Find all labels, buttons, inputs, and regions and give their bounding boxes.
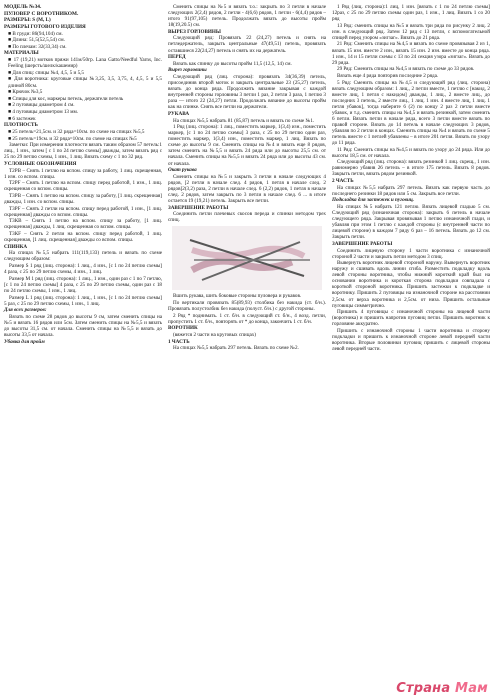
text-block-head: 2 ЧАСТЬ bbox=[332, 178, 354, 185]
text-block-head: ЗАВЕРШЕНИЕ РАБОТЫ bbox=[168, 204, 229, 211]
magazine-page bbox=[4, 4, 490, 696]
text-block-para: Т3КВ – Снять 1 петлю на вспом. спицу за работу, [1 лиц. скрещенная] дважды, 1 лиц. скрещенная со вспом. спицы. bbox=[4, 218, 162, 231]
text-block-item: ■ Спицы для кос, маркеры петель, держатели петель bbox=[8, 95, 124, 102]
text-block-head: 1 ЧАСТЬ bbox=[168, 338, 190, 345]
text-block-para: По вертикали провязать 85(89,93) столбика без накида (ст. б/н.). Провязать полустолбик без накида (полуст. б/н.) с другой стороны. bbox=[168, 300, 326, 313]
text-block-para: На спицах №5,5 набрать 297 петель. Вязать как первую часть до последнего резинки 18 рядов или 5 см. Закрыть все петли. bbox=[332, 184, 490, 197]
text-block-line: Сменить спицы на №5 и вязать т.о.: закрыть по 3 петли в начале следующих 2(2,4) рядов, 2 петли - 4(6,6) рядов, 1 петли - 6(4,4) рядов – итого 91(97,105) петель. Продолжать вязать до высоты пройм 18(19,20.5) см. bbox=[168, 4, 326, 29]
text-block-head: МАТЕРИАЛЫ bbox=[4, 50, 39, 57]
text-block-para: Соединить лицевую сторону 1 части воротника с изнаночной стороной 2 части и закрыть петли методом 3 спиц. bbox=[332, 247, 490, 260]
text-block-head: ПЛОТНОСТЬ bbox=[4, 122, 38, 129]
text-block-item: ■ 6 застежек bbox=[8, 115, 36, 122]
text-block-para: Следующий ряд: Провязать 22 (24,27) петель и снять на петледержатель, закрыть центральные 47(49,51) петель, провязать оставшиеся 22(24,27) петель и снять их на держатель. bbox=[168, 35, 326, 54]
text-block-para: Соединить петли плечевых скосов переда и спинки методом трех спиц. bbox=[168, 211, 326, 224]
text-block-para: 29 Ряд: Сменить спицы на №4,5 и вязать по схеме до 33 рядов. bbox=[337, 66, 475, 73]
text-block-item: ■ Длина: 51,5(52,5,54) см. bbox=[8, 37, 65, 44]
watermark-part2: Мам bbox=[450, 681, 488, 696]
text-block-para: Т3РВ – Снять 1 петлю на вспом. спицу за работу, [1 лиц. скрещенная] дважды, 1 изн. со вспом. спицы. bbox=[4, 193, 162, 206]
text-block-para: Заметки: При измерении плотности вязать таким образом 57 петель:1 лиц., 1 изн., затем [ с 1 по 24 петлю схемы] дважды, затем вязать ряд с 25 по 29 петлю схемы, 1 изн., 1 лиц. Вязать схему с 1 по 32 ряд. bbox=[4, 142, 162, 161]
text-block-para: На спицах №5,5 набрать 81 (85,87) петель и вязать по схеме №1. bbox=[173, 117, 315, 124]
text-block-sub: Окат рукава bbox=[168, 167, 197, 174]
text-block-para: Т3КF – Снять 2 петли на вспом. спицу перед работой, 1 лиц. скрещенная, [1 лиц. скрещенная] дважды со вспом. спицы. bbox=[4, 231, 162, 244]
text-block-head: ВОРОТНИК bbox=[168, 325, 198, 332]
site-watermark bbox=[396, 681, 488, 696]
text-block-item: ■ 4 пуговицы диаметром 13 мм. bbox=[8, 109, 79, 116]
text-block-para: Вязать еще 4 ряда повторив последние 2 ряда. bbox=[337, 72, 439, 79]
text-block-head: РАЗМЕРЫ: S (M, L) bbox=[4, 17, 51, 24]
text-block-para: На спицах №5 набрать 121 петлю. Вязать лицевой гладью 5 см. Следующий ряд (изнаночная сторона): закрыть 6 петель в начале следующего ряда. Закрывая провязывая 1 петлю изнаночной глади, и убавляя при этом 1 петлю с каждой стороны (с внутренней части по лицевой стороне) в каждом 7 ряду 6 раз – 16 петель. Вязать до 12 см. Закрыть петли. bbox=[332, 204, 490, 241]
text-block-para: Размер S 1 ряд (лиц. сторона): 1 лиц., 4 изн., [с 1 по 24 петлю схемы] 4 раза, с 25 по 29 петлю схемы, 4 изн., 1 лиц. bbox=[4, 263, 162, 276]
text-block-para: Размер М 1 ряд (лиц. сторона): 1 лиц., 1 изн., один раз с 1 по 7 петлю, [с 1 по 24 петлю схемы] 4 раза, с 25 по 29 петлю схемы, один раз с 18 по 24 петлю схемы, 1 изн., 1 лиц. bbox=[4, 275, 162, 294]
text-block-para: Т2РF – Снять 1 петлю на вспом. спицу перед работой, 1 изн., 1 лиц. скрещенная со вспом. спицы. bbox=[4, 180, 162, 193]
text-block-head: СПИНКА bbox=[4, 243, 28, 250]
text-block-title: ПУЛОВЕР С ВОРОТНИКОМ. bbox=[4, 10, 79, 17]
text-block-para: 1 Ряд (лиц. сторона):1 лиц, 1 изн. [вязать с 1 по 24 петлю схемы] 12раз, с 25 по 29 петлю схемы один раз, 1 изн., 1 лиц. Вязать 1 со 20 ряд bbox=[332, 4, 490, 23]
text-block-para: 5 Ряд: Сменить спицы на №4,5 и следующий ряд (лиц. сторона) вязать следующим образом: 1 лиц., 2 петли вместе, 1 петлю с [накид, 2 вместе лиц, 1 петля с накидом] дважды, 1 лиц., 2 вместе лиц., до последних 3 петель, 2 вместе лиц., 1 лиц. 1 изн. 4 вместе лиц, 1 лиц. 1 петля убавок], тогда наберите 6 (2) по концу 2 раз 2 петли вместе убавок, и т.д. сменить спицы на №4,5 и вязать резинкой, затем сменить 6 петли. Вязать петли в начале ряда, всего 3 петли вместе вязать по правой стороне. Вязать до 14 петель в начале следующих 3 рядов, убавляя по 2 петли в концах. Сменить спицы на №4 и вязать по схеме 5 петель вместе с 1 петлей убавлены – в итоге 201 петля. Вязать по узору до 11 ряда. bbox=[332, 79, 490, 146]
text-block-head: УСЛОВНЫЕ ОБОЗНАЧЕНИЯ bbox=[4, 161, 77, 167]
text-block-head: ПЕРЕД bbox=[168, 54, 186, 61]
text-block-sub: Подкладка для застежек и пуговиц. bbox=[332, 197, 414, 204]
text-block-para: Вязать как спинку до высоты пройм 11,5 (12,5, 14) см. bbox=[173, 60, 292, 67]
text-block-para: Т3РF – Снять 2 петли на вспом. спицу перед работой, 1 изн., [1 лиц. скрещенная] дважды со вспом. спицы. bbox=[4, 205, 162, 218]
text-block-sub: Вырез горловины bbox=[168, 67, 207, 74]
text-block-item: ■ 17 (19,21) мотков пряжи 141м/50гр. Lana Gatto/Needful Yarns, Inc. Feeling (шерсть/шелк/кашемир) bbox=[8, 57, 162, 70]
text-block-para: Пришить с изнаночной стороны 1 части воротника и сторону подкладки и пришить к изнаночной стороне левой передней части воротника. Вторые половинки пуговиц пришить с лицевой стороны левой передней части. bbox=[332, 327, 490, 353]
text-block-para: Размер L 1 ряд (лиц. сторона): 1 лиц., 1 изн., [с 1 по 24 петлю схемы] 5 раз, с 25 по 29 петлю схемы, 1 изн., 1 лиц. bbox=[4, 294, 162, 307]
text-block-head: ЗАВЕРШЕНИЕ РАБОТЫ bbox=[332, 240, 393, 247]
text-block-para: 11 Ряд: Сменить спицы на №4,5 и вязать по узору до 24 ряда. Или до высоты 18,5 см. от начала. bbox=[332, 146, 490, 159]
text-block-para: На спицах №5,5 набрать 297 петель. Вязать по схеме №2. bbox=[173, 345, 299, 352]
text-column-2 bbox=[168, 4, 326, 352]
text-block-para: 21 Ряд: Сменить спицы на №4,5 и вязать по схеме провязывая 2 из 1, вязать 15 изн. вместе 2 изн., вязать 15 изн. 2 изн. вместе до конца ряда. 1 изн., 14 и 15 петли схемы с 13 по 24 секция узора «зигзаг». Вязать до 29 ряда. bbox=[332, 41, 490, 66]
text-block-item: ■ Для воротника: круговые спицы №3,25, 3,5, 3,75, 4, 4,5, 5 и 5,5 длиной 80см. bbox=[8, 76, 162, 89]
text-block-sub: Убавка для пройм bbox=[4, 338, 45, 345]
text-block-para: Вязать по схеме 28 рядов до высоты 9 см, затем сменить спицы на №5 и вязать 16 рядов или 5см. Затем сменить спицы на №5,5 и вязать до высоты 31,5 см. от начала. Сменить спицы на №5,5 и вязать до высоты 33,5 от начала. bbox=[4, 313, 162, 338]
knitting-technique-photo bbox=[172, 226, 322, 290]
text-block-para: 2 Ряд * поднимать. 1 ст. б/н. в следующий ст. б/н., 4 возд. петли, пропустить 1 ст. б/н., повторять от * до конца, закончить 1 ст. б/н. bbox=[168, 312, 326, 325]
text-block-para: Сменить спицы на №5 и закрыть 3 петли в начале следующих 4 рядов, [2 петли в начале след. 4 рядов, 1 петля в начале след. 2 рядов]2(3,2) раза, 2 петли в начале след. 6 (2,2) рядов, 1 петля в начале след. 2 рядов, затем закрыть по 3 петли в начале след. 6 ... в итоге остается 19 (19,21) петель. Закрыть все петли. bbox=[168, 173, 326, 204]
text-block-para: 13 Ряд: сменить спицы на №5 и вязать три ряда по рисунку 2 лиц. 2 изн. в следующий ряд. Затем 12 ряд с 13 петли, с вспомогательной спицей перед узором «зигзаг». Вязать до 21 ряда. bbox=[332, 22, 490, 41]
text-block-para: Пришить 4 пуговицы с изнаночной стороны на лицевой части (воротника) и пришить напротив пуговиц петли. Пришить воротник к горловине аккуратно. bbox=[332, 309, 490, 328]
text-block-para: (вяжется 2 части на круговых спицах) bbox=[173, 332, 257, 339]
text-block-item: ■ 2 пуговицы диаметром 4 см. bbox=[8, 102, 75, 109]
text-block-head: РУКАВА bbox=[168, 110, 190, 117]
text-block-para: Следующий ряд (лиц. сторона): провязать 34(36,39) петель, присоединив второй моток и закрыть центральные 23 (25,27) петель, вязать до конца ряда. Продолжить вязание закрывая с каждой внутренней стороны горловины 3 петли 1 раз, 2 петли 3 раза, 1 петлю 3 раза — итого 22 (24,27) петли. Продолжать вязание до высоты пройм как на спинке. Снять все петли на держатели. bbox=[168, 74, 326, 111]
text-block-head: ВЫРЕЗ ГОРЛОВИНЫ bbox=[168, 28, 221, 35]
text-block-para: Вшить рукава, шить боковые стороны пуловера и рукавов. bbox=[173, 293, 302, 300]
text-block-para: Т2РВ – Снять 1 петлю на вспом. спицу за работу, 1 лиц. скрещенная, 1 изн. со вспом. спицы. bbox=[4, 167, 162, 180]
text-block-item: ■ 25 петель=19см. и 32 ряда=10см. по схеме на спицах №5 bbox=[8, 135, 137, 142]
text-block-title: МОДЕЛЬ №34. bbox=[4, 4, 42, 10]
text-block-item: ■ Крючок №3,5 bbox=[8, 89, 43, 96]
text-block-item: ■ В груди: 86(94,104) см. bbox=[8, 30, 63, 37]
text-block-head: РАЗМЕРЫ ГОТОВОГО ИЗДЕЛИЯ bbox=[4, 23, 86, 30]
text-block-item: ■ По плечам: 32(33,34) см. bbox=[8, 43, 67, 50]
text-column-1 bbox=[4, 4, 162, 345]
text-column-3 bbox=[332, 4, 490, 353]
text-block-para: На спицах №5,5 набрать 111(119,133) петель и вязать по схеме следующим образом: bbox=[4, 250, 162, 263]
watermark-part1: Страна bbox=[396, 681, 451, 696]
text-block-sub: Для всех размеров: bbox=[4, 307, 47, 314]
text-block-para: Следующий ряд (лиц. сторона): вязать резинкой 1 лиц. скрещ., 1 изн. равномерно убавив 26 петель – в итоге 175 петель. Вязать 8 рядов. Закрыть петли, вязать рядом резинкой. bbox=[332, 159, 490, 178]
text-block-para: 1 Ряд (лиц. сторона): 1 лиц., поместить маркер, 1(3,4) изн., поместить маркер, [с 1 по 24 петлю схемы] 3 раза, с 25 по 29 петлю один раз, поместить маркер, 1(3,4) изн., поместить маркер, 1 лиц. Вязать по схеме до высоты 9 см. Сменить спицы на №4 и вязать еще 8 рядов, затем сменить на №5,5 и вязать 24 ряда или до высоты 25,5 см. от начала. Сменить спицы на №5,5 и вязать 24 ряда или до высоты 43 см. от начала. bbox=[168, 124, 326, 167]
text-block-para: Вывернуть воротник лицевой стороной наружу. Вывернуть воротник наружу и сшивать вдоль линии сгиба. Разместить подкладку вдоль левой стороны воротника, чтобы нижний короткий край был на основании воротника и короткая сторона подкладки совпадала с короткой стороной воротника. Пришить застежки к подкладке и воротнику. Пришить 2 пуговицы на изнаночной стороне на расстоянии 2,5см. от верха воротника и 2,5см. от низа. Пришить остальные пуговицы симметрично. bbox=[332, 260, 490, 309]
text-block-item: ■ 25 петель=21,5см. и 32 ряда=10см. по схеме на спицах №5,5 bbox=[8, 128, 145, 135]
text-block-item: ■ Для спиц: спицы №4, 4,5, 5 и 5,5 bbox=[8, 69, 84, 76]
